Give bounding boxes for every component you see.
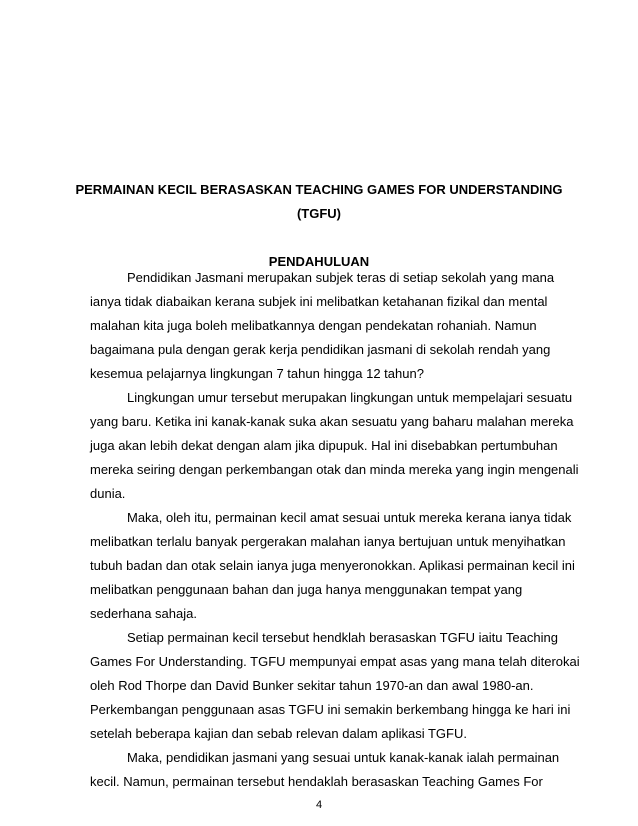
document-title-line-2: (TGFU) [296,206,342,221]
body-line: dunia. [90,486,126,501]
body-line: Games For Understanding. TGFU mempunyai empat asas yang mana telah diterokai [90,654,580,669]
body-line: Perkembangan penggunaan asas TGFU ini semakin berkembang hingga ke hari ini [90,702,571,717]
body-line: malahan kita juga boleh melibatkannya dengan pendekatan rohaniah. Namun [90,318,537,333]
body-line: kesemua pelajarnya lingkungan 7 tahun hingga 12 tahun? [90,366,424,381]
body-line: ianya tidak diabaikan kerana subjek ini melibatkan ketahanan fizikal dan mental [90,294,548,309]
body-line: mereka seiring dengan perkembangan otak dan minda mereka yang ingin mengenali [90,462,579,477]
body-line: setelah beberapa kajian dan sebab relevan dalam aplikasi TGFU. [90,726,467,741]
body-line: bagaimana pula dengan gerak kerja pendidikan jasmani di sekolah rendah yang [90,342,551,357]
body-line: tubuh badan dan otak selain ianya juga menyeronokkan. Aplikasi permainan kecil ini [90,558,575,573]
body-line: oleh Rod Thorpe dan David Bunker sekitar tahun 1970-an dan awal 1980-an. [90,678,534,693]
body-line: juga akan lebih dekat dengan alam jika dipupuk. Hal ini disebabkan pertumbuhan [90,438,558,453]
page-number: 4 [315,799,323,811]
body-line: Lingkungan umur tersebut merupakan lingkungan untuk mempelajari sesuatu [127,390,573,405]
body-line: Maka, pendidikan jasmani yang sesuai untuk kanak-kanak ialah permainan [127,750,560,765]
body-line: kecil. Namun, permainan tersebut hendaklah berasaskan Teaching Games For [90,774,543,789]
body-line: melibatkan penggunaan bahan dan juga hanya menggunakan tempat yang [90,582,523,597]
body-line: Maka, oleh itu, permainan kecil amat sesuai untuk mereka kerana ianya tidak [127,510,572,525]
document-title-line-1: PERMAINAN KECIL BERASASKAN TEACHING GAMES FOR UNDERSTANDING [75,182,563,197]
body-line: sederhana sahaja. [90,606,197,621]
body-line: Setiap permainan kecil tersebut hendklah berasaskan TGFU iaitu Teaching [127,630,558,645]
body-line: Pendidikan Jasmani merupakan subjek teras di setiap sekolah yang mana [127,270,555,285]
section-heading: PENDAHULUAN [268,254,370,269]
body-line: melibatkan terlalu banyak pergerakan malahan ianya bertujuan untuk menyihatkan [90,534,566,549]
body-line: yang baru. Ketika ini kanak-kanak suka akan sesuatu yang baharu malahan mereka [90,414,574,429]
